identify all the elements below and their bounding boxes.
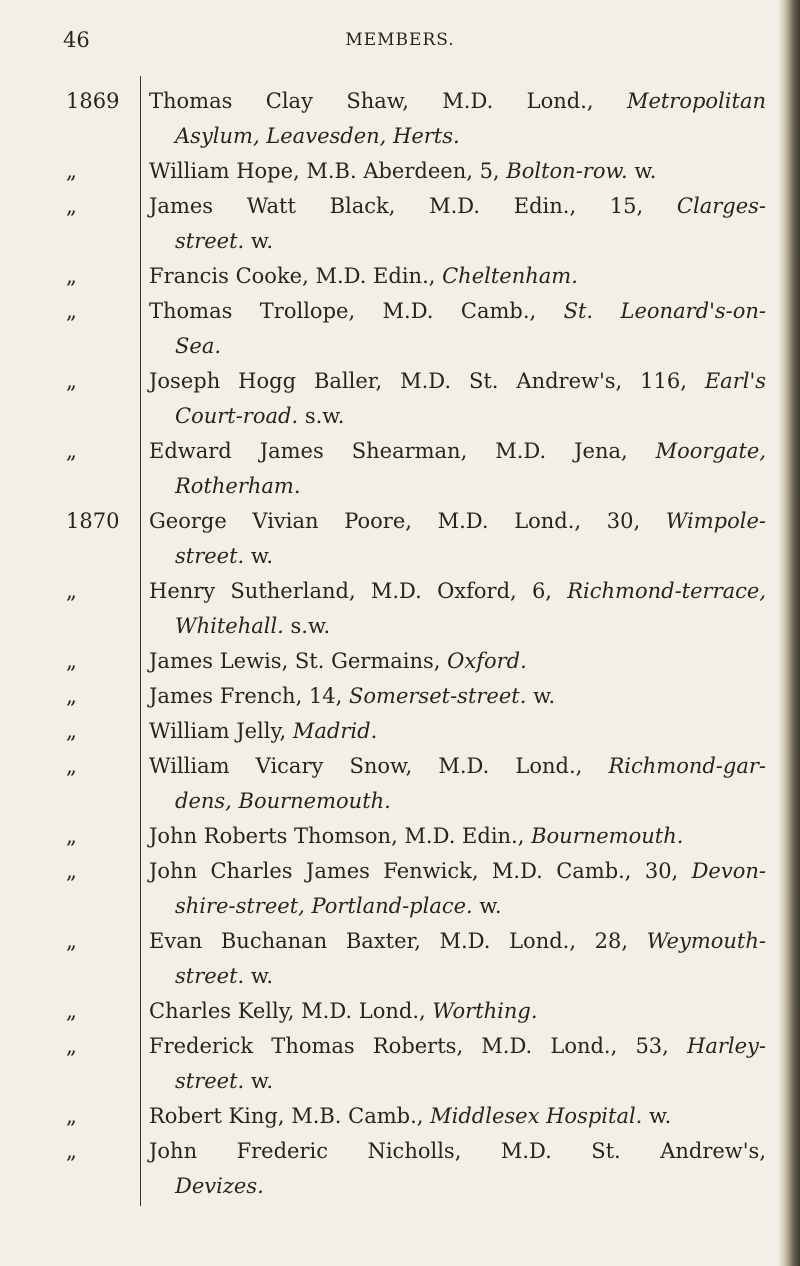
entry-line <box>149 469 766 504</box>
entry-text <box>149 574 766 644</box>
entry-line <box>149 1134 766 1169</box>
member-text: w. <box>244 1069 274 1093</box>
election-year: „ <box>66 369 77 393</box>
member-entry <box>0 504 800 574</box>
election-year: „ <box>66 159 77 183</box>
entry-line <box>149 924 766 959</box>
address-text: Moorgate, <box>655 439 766 463</box>
member-entry <box>0 644 800 679</box>
entry-line <box>149 854 766 889</box>
entry-text <box>149 294 766 364</box>
entry-line <box>149 1099 766 1134</box>
election-year: „ <box>66 194 77 218</box>
member-entry <box>0 924 800 994</box>
entry-text <box>149 749 766 819</box>
member-text: James Watt Black, M.D. Edin., 15, <box>149 194 677 218</box>
member-text: William Jelly, <box>149 719 293 743</box>
address-text: street. <box>175 1069 245 1093</box>
election-year: „ <box>66 824 77 848</box>
address-text: Somerset-street. <box>349 684 527 708</box>
entry-text <box>149 1029 766 1099</box>
member-text: William Vicary Snow, M.D. Lond., <box>149 754 609 778</box>
address-text: Devon- <box>691 859 766 883</box>
address-text: street. <box>175 964 245 988</box>
address-text: Bolton-row. <box>506 159 628 183</box>
entry-line <box>149 714 766 749</box>
member-text: w. <box>244 964 274 988</box>
member-text: John Frederic Nicholls, M.D. St. Andrew's, <box>149 1139 766 1163</box>
entry-line <box>149 119 766 154</box>
entry-line <box>149 84 766 119</box>
election-year: „ <box>66 1104 77 1128</box>
entry-line <box>149 539 766 574</box>
entry-line <box>149 994 766 1029</box>
entry-text <box>149 994 766 1029</box>
member-text: Edward James Shearman, M.D. Jena, <box>149 439 656 463</box>
election-year: 1869 <box>66 89 120 113</box>
member-entry <box>0 154 800 189</box>
election-year: „ <box>66 719 77 743</box>
entry-text <box>149 644 766 679</box>
member-entry <box>0 714 800 749</box>
election-year: „ <box>66 754 77 778</box>
member-entry <box>0 1099 800 1134</box>
member-entry <box>0 679 800 714</box>
address-text: Sea. <box>175 334 222 358</box>
member-list <box>0 84 800 1204</box>
member-text: s.w. <box>283 614 331 638</box>
member-entry <box>0 189 800 259</box>
entry-line <box>149 749 766 784</box>
election-year: „ <box>66 999 77 1023</box>
member-text: Thomas Clay Shaw, M.D. Lond., <box>149 89 627 113</box>
entry-line <box>149 364 766 399</box>
address-text: Court-road. <box>175 404 299 428</box>
address-text: Weymouth- <box>646 929 766 953</box>
member-text: Henry Sutherland, M.D. Oxford, 6, <box>149 579 568 603</box>
entry-text <box>149 679 766 714</box>
entry-text <box>149 504 766 574</box>
entry-line <box>149 784 766 819</box>
member-text: John Charles James Fenwick, M.D. Camb., 30, <box>149 859 692 883</box>
address-text: Devizes. <box>175 1174 264 1198</box>
address-text: Middlesex Hospital. <box>430 1104 643 1128</box>
member-text: w. <box>627 159 657 183</box>
entry-text <box>149 434 766 504</box>
entry-line <box>149 959 766 994</box>
entry-line <box>149 154 766 189</box>
member-text: w. <box>244 544 274 568</box>
address-text: Harley- <box>687 1034 766 1058</box>
address-text: shire-street, Portland-place. <box>175 894 473 918</box>
member-text: William Hope, M.B. Aberdeen, 5, <box>149 159 507 183</box>
entry-line <box>149 434 766 469</box>
member-entry <box>0 819 800 854</box>
member-text: Thomas Trollope, M.D. Camb., <box>149 299 564 323</box>
entry-text <box>149 154 766 189</box>
member-text: Joseph Hogg Baller, M.D. St. Andrew's, 116, <box>149 369 705 393</box>
member-entry <box>0 1134 800 1204</box>
member-entry <box>0 259 800 294</box>
entry-text <box>149 1099 766 1134</box>
election-year: „ <box>66 439 77 463</box>
member-text: Charles Kelly, M.D. Lond., <box>149 999 433 1023</box>
member-text: Robert King, M.B. Camb., <box>149 1104 431 1128</box>
address-text: Cheltenham. <box>442 264 578 288</box>
address-text: Clarges- <box>676 194 766 218</box>
address-text: Bournemouth. <box>531 824 684 848</box>
member-text: w. <box>244 229 274 253</box>
address-text: Metropolitan <box>626 89 766 113</box>
entry-line <box>149 504 766 539</box>
election-year: „ <box>66 859 77 883</box>
entry-line <box>149 609 766 644</box>
member-entry <box>0 854 800 924</box>
entry-line <box>149 189 766 224</box>
election-year: „ <box>66 579 77 603</box>
entry-text <box>149 259 766 294</box>
address-text: Oxford. <box>447 649 527 673</box>
member-text: s.w. <box>298 404 345 428</box>
address-text: Whitehall. <box>175 614 284 638</box>
member-entry <box>0 434 800 504</box>
election-year: „ <box>66 649 77 673</box>
election-year: „ <box>66 929 77 953</box>
address-text: Richmond-gar- <box>608 754 766 778</box>
entry-line <box>149 224 766 259</box>
member-entry <box>0 294 800 364</box>
entry-text <box>149 924 766 994</box>
entry-line <box>149 819 766 854</box>
address-text: street. <box>175 544 245 568</box>
entry-text <box>149 84 766 154</box>
page-number: 46 <box>63 28 90 52</box>
member-entry <box>0 574 800 644</box>
entry-line <box>149 644 766 679</box>
member-entry <box>0 364 800 434</box>
member-text: James French, 14, <box>149 684 350 708</box>
running-head: MEMBERS. <box>345 30 455 50</box>
address-text: dens, Bournemouth. <box>175 789 391 813</box>
member-entry <box>0 1029 800 1099</box>
address-text: Rotherham. <box>175 474 301 498</box>
address-text: Madrid. <box>292 719 378 743</box>
member-text: Francis Cooke, M.D. Edin., <box>149 264 443 288</box>
member-entry <box>0 84 800 154</box>
address-text: Asylum, Leavesden, Herts. <box>175 124 460 148</box>
entry-line <box>149 1029 766 1064</box>
member-text: w. <box>472 894 502 918</box>
entry-text <box>149 714 766 749</box>
election-year: „ <box>66 684 77 708</box>
entry-line <box>149 574 766 609</box>
member-text: Evan Buchanan Baxter, M.D. Lond., 28, <box>149 929 647 953</box>
address-text: street. <box>175 229 245 253</box>
election-year: „ <box>66 299 77 323</box>
entry-text <box>149 189 766 259</box>
election-year: „ <box>66 1139 77 1163</box>
member-entry <box>0 994 800 1029</box>
address-text: St. Leonard's-on- <box>563 299 766 323</box>
entry-text <box>149 854 766 924</box>
member-text: w. <box>526 684 556 708</box>
address-text: Worthing. <box>432 999 538 1023</box>
election-year: „ <box>66 1034 77 1058</box>
entry-line <box>149 259 766 294</box>
address-text: Wimpole- <box>665 509 766 533</box>
entry-line <box>149 1064 766 1099</box>
entry-text <box>149 819 766 854</box>
address-text: Richmond-terrace, <box>567 579 766 603</box>
member-text: Frederick Thomas Roberts, M.D. Lond., 53, <box>149 1034 688 1058</box>
election-year: 1870 <box>66 509 120 533</box>
entry-line <box>149 679 766 714</box>
entry-text <box>149 1134 766 1204</box>
entry-line <box>149 889 766 924</box>
address-text: Earl's <box>704 369 766 393</box>
entry-line <box>149 329 766 364</box>
member-text: John Roberts Thomson, M.D. Edin., <box>149 824 532 848</box>
entry-line <box>149 1169 766 1204</box>
member-entry <box>0 749 800 819</box>
member-text: w. <box>642 1104 672 1128</box>
election-year: „ <box>66 264 77 288</box>
member-text: George Vivian Poore, M.D. Lond., 30, <box>149 509 666 533</box>
entry-line <box>149 294 766 329</box>
member-text: James Lewis, St. Germains, <box>149 649 448 673</box>
entry-line <box>149 399 766 434</box>
entry-text <box>149 364 766 434</box>
